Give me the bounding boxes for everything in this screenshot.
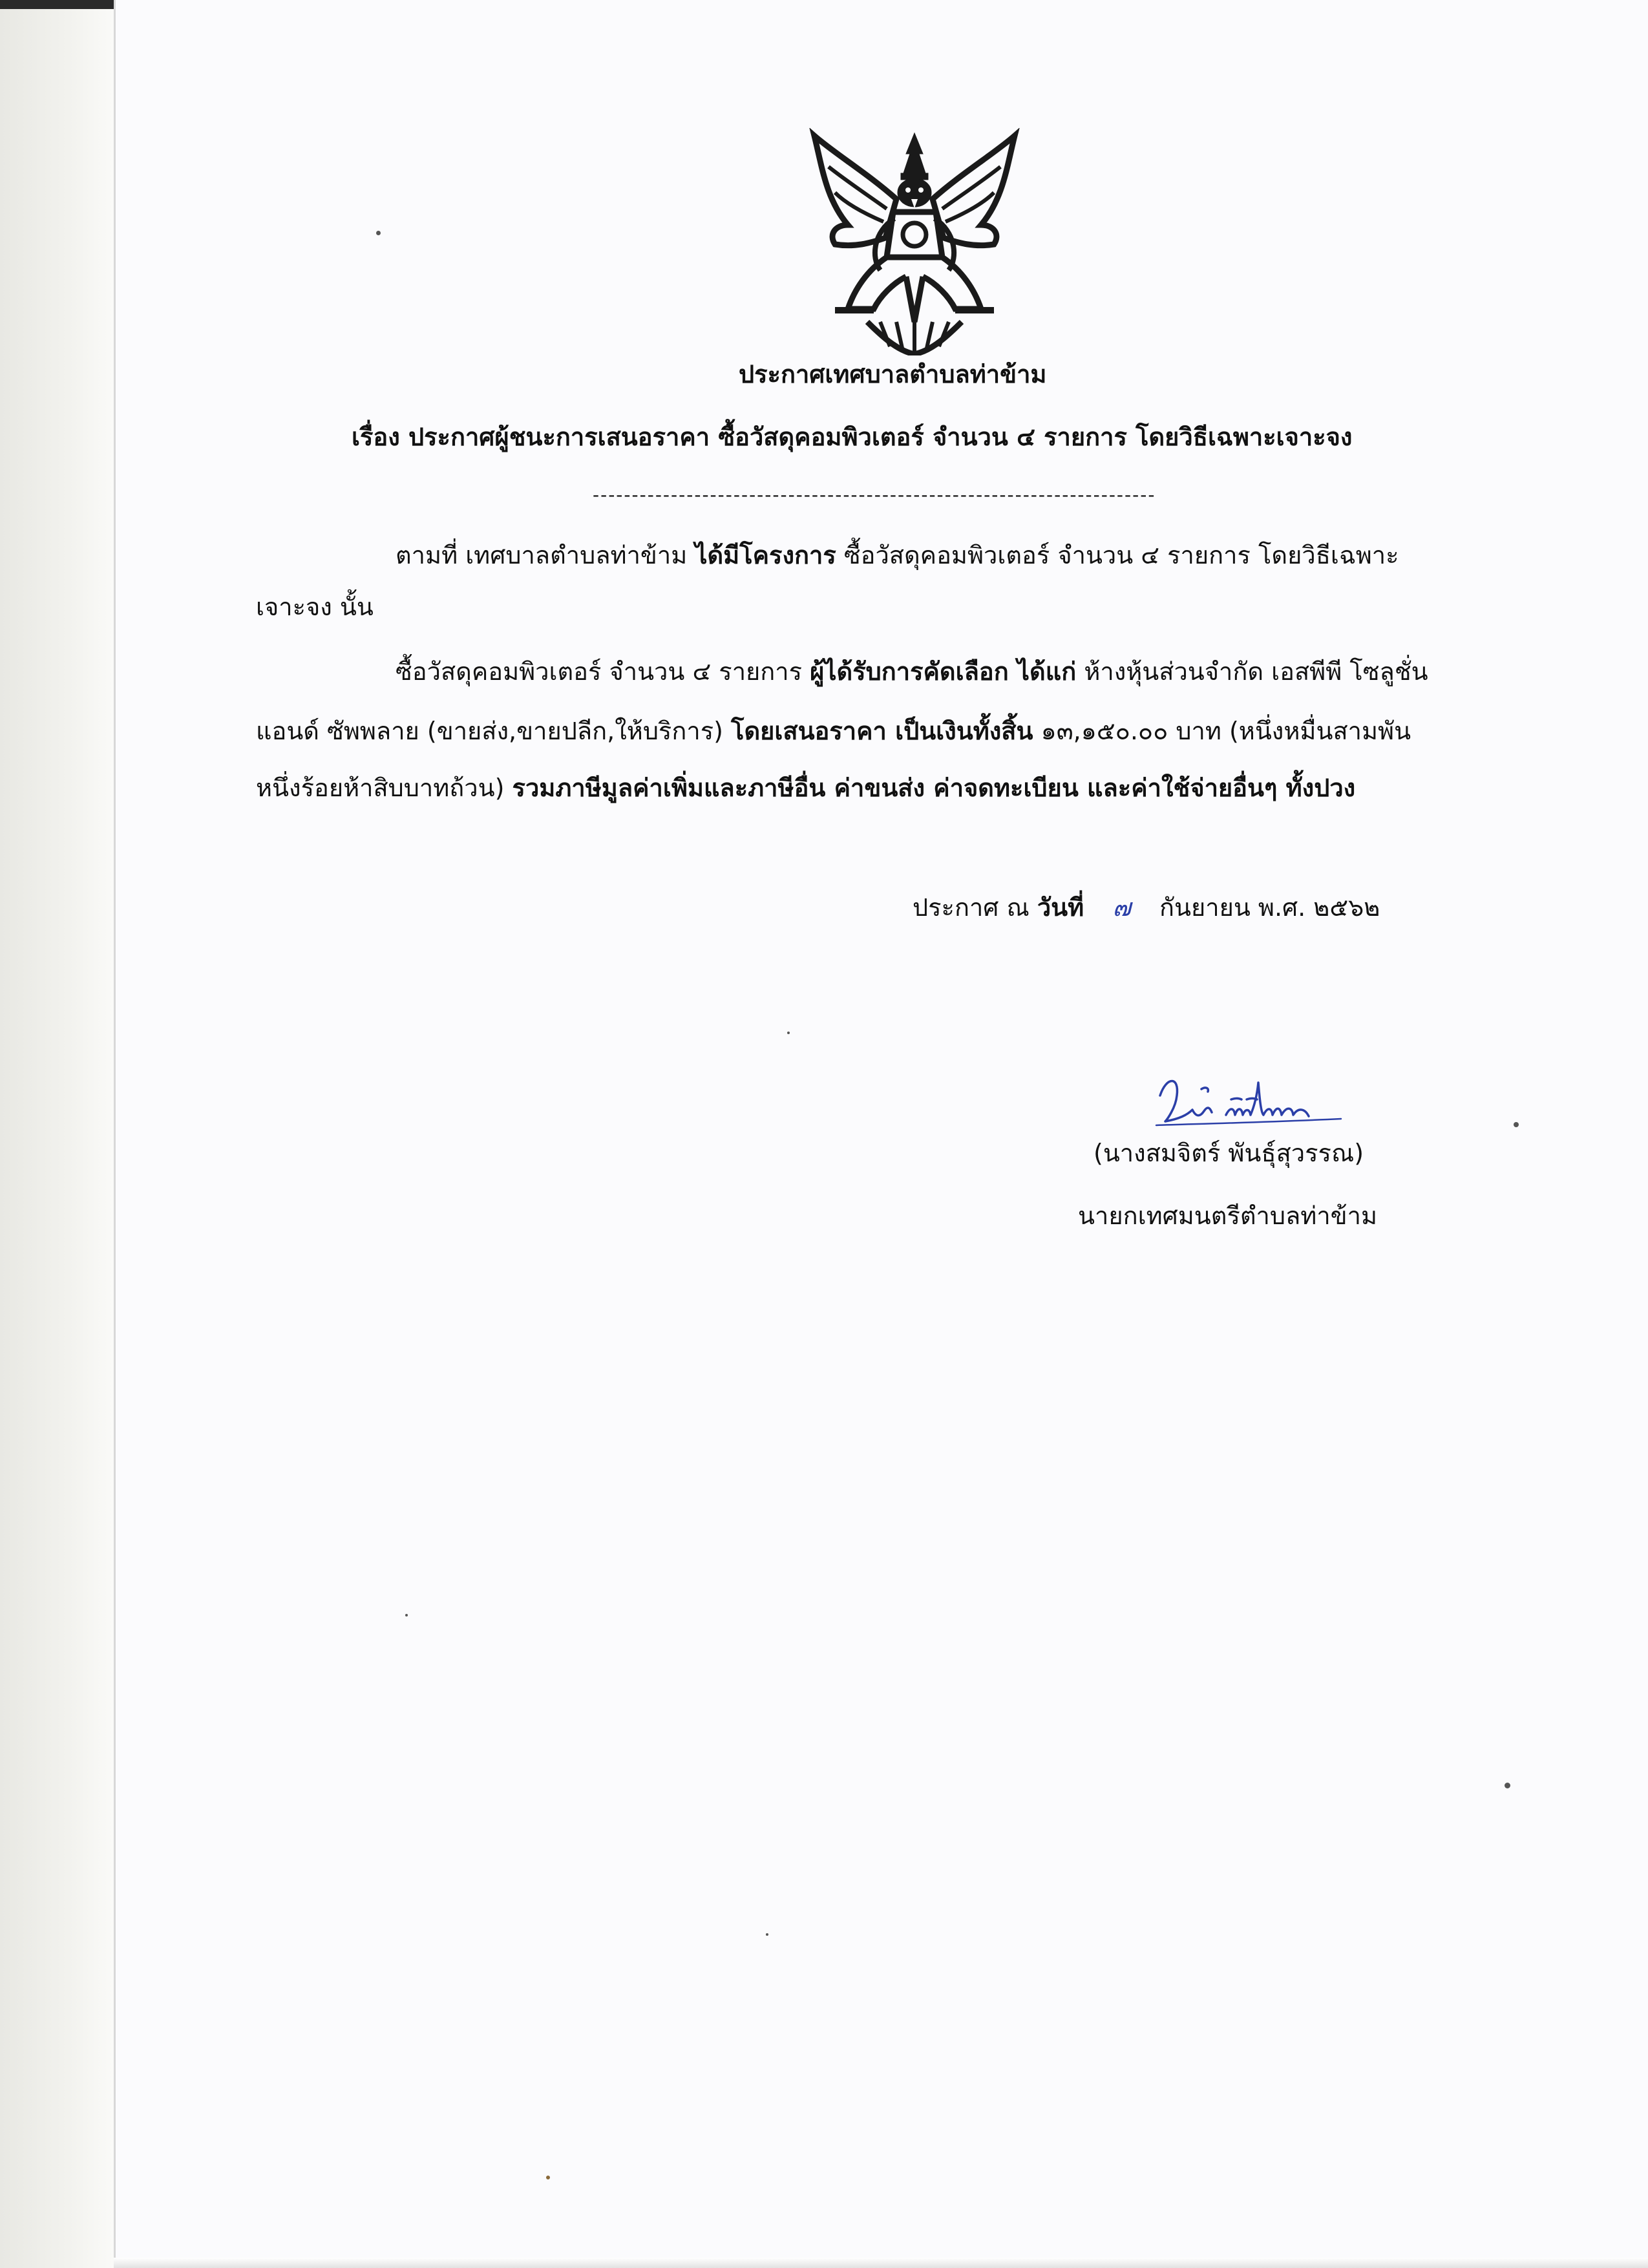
scan-left-margin <box>0 0 114 2268</box>
p1-text-c: ซื้อวัสดุคอมพิวเตอร์ จำนวน ๔ รายการ โดยวิธีเฉพาะ <box>843 541 1399 569</box>
signatory-position: นายกเทศมนตรีตำบลท่าข้าม <box>1078 1202 1378 1230</box>
paragraph-1-line-2: เจาะจง นั้น <box>256 593 374 621</box>
date-day-handwritten: ๗ <box>1112 893 1131 922</box>
scan-speck <box>787 1032 790 1034</box>
p1-text-b: ได้มีโครงการ <box>695 541 836 569</box>
announcement-date <box>913 895 1380 920</box>
p2-l1-text-c: ห้างหุ้นส่วนจำกัด เอสพีพี โซลูชั่น <box>1084 657 1428 686</box>
signatory-name: (นางสมจิตร์ พันธุ์สุวรรณ) <box>1093 1139 1364 1167</box>
scan-speck <box>405 1614 408 1616</box>
subject-label: เรื่อง <box>352 423 400 451</box>
document-subject <box>352 425 1352 449</box>
p2-l1-text-a: ซื้อวัสดุคอมพิวเตอร์ จำนวน ๔ รายการ <box>396 657 803 686</box>
p2-l2-text-c: ๑๓,๑๕๐.๐๐ บาท (หนึ่งหมื่นสามพัน <box>1041 717 1411 745</box>
p2-l3-text-a: หนึ่งร้อยห้าสิบบาทถ้วน) <box>256 774 505 802</box>
paragraph-2-line-1 <box>396 659 1428 684</box>
scan-speck <box>376 231 381 235</box>
document-title: ประกาศเทศบาลตำบลท่าข้าม <box>739 360 1047 388</box>
separator-line: ------------------------------------------------------------------------ <box>593 484 1156 505</box>
p1-text-a: ตามที่ เทศบาลตำบลท่าข้าม <box>396 541 688 569</box>
p2-l2-text-b: โดยเสนอราคา เป็นเงินทั้งสิ้น <box>731 717 1033 745</box>
subject-text: ประกาศผู้ชนะการเสนอราคา ซื้อวัสดุคอมพิวเตอร์ จำนวน ๔ รายการ โดยวิธีเฉพาะเจาะจง <box>408 423 1353 451</box>
garuda-emblem-icon <box>809 128 1020 355</box>
p2-l3-text-b: รวมภาษีมูลค่าเพิ่มและภาษีอื่น ค่าขนส่ง ค่าจดทะเบียน และค่าใช้จ่ายอื่นๆ ทั้งปวง <box>512 774 1356 802</box>
scan-bottom-edge <box>114 2258 1648 2268</box>
scan-speck <box>1505 1783 1510 1788</box>
scan-speck <box>1514 1122 1519 1127</box>
date-month-year: กันยายน พ.ศ. ๒๕๖๒ <box>1159 893 1380 922</box>
p2-l2-text-a: แอนด์ ซัพพลาย (ขายส่ง,ขายปลีก,ให้บริการ) <box>256 717 723 745</box>
scan-top-edge <box>0 0 114 9</box>
scan-speck <box>766 1933 768 1936</box>
paragraph-2-line-3 <box>256 776 1355 800</box>
paragraph-1-line-1 <box>396 543 1399 567</box>
date-prefix: ประกาศ ณ <box>913 893 1030 922</box>
date-day-label: วันที่ <box>1037 893 1084 922</box>
scan-speck <box>546 2176 550 2179</box>
p2-l1-text-b: ผู้ได้รับการคัดเลือก ได้แก่ <box>810 657 1077 686</box>
signature-image <box>1154 1070 1347 1141</box>
paragraph-2-line-2 <box>256 719 1411 743</box>
